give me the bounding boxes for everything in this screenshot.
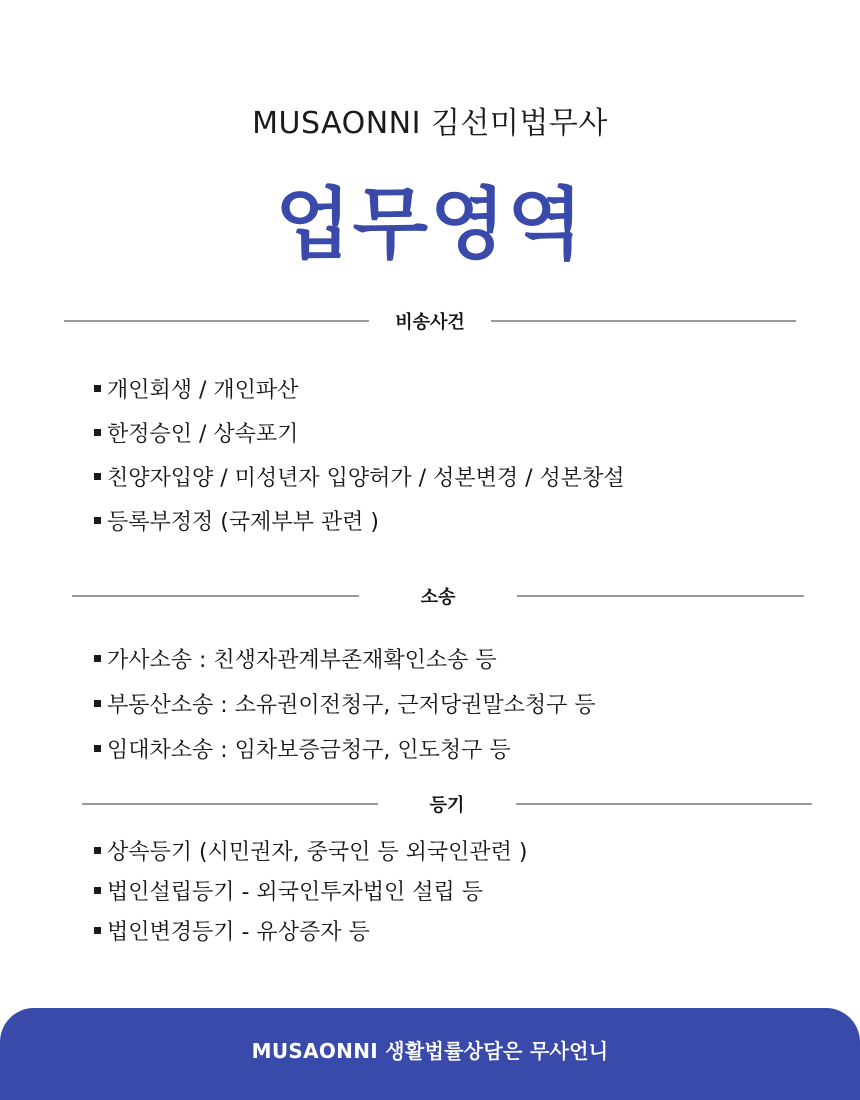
list-item-text: 임대차소송 : 임차보증금청구, 인도청구 등 bbox=[107, 738, 511, 763]
list-item-text: 가사소송 : 친생자관계부존재확인소송 등 bbox=[107, 648, 497, 673]
list-item bbox=[94, 636, 596, 681]
footer-banner bbox=[0, 1008, 860, 1100]
list-item-text: 등록부정정 (국제부부 관련 ) bbox=[107, 509, 379, 535]
divider-right bbox=[517, 595, 804, 597]
list-item bbox=[94, 454, 624, 498]
bullet-icon bbox=[94, 385, 101, 392]
list-item-text: 친양자입양 / 미성년자 입양허가 / 성본변경 / 성본창설 bbox=[107, 465, 625, 491]
bullet-icon bbox=[94, 473, 101, 480]
section-label: 등기 bbox=[429, 795, 465, 816]
list-item bbox=[94, 830, 527, 870]
list-item bbox=[94, 498, 624, 542]
list-item bbox=[94, 366, 624, 410]
section-label: 소송 bbox=[420, 587, 456, 608]
list-item bbox=[94, 410, 624, 454]
list-item bbox=[94, 910, 527, 950]
litigation-list bbox=[94, 636, 596, 771]
bullet-icon bbox=[94, 700, 101, 707]
bullet-icon bbox=[94, 847, 101, 854]
list-item-text: 법인변경등기 - 유상증자 등 bbox=[107, 919, 370, 945]
bullet-icon bbox=[94, 927, 101, 934]
footer-text: MUSAONNI 생활법률상담은 무사언니 bbox=[251, 1038, 609, 1063]
divider-right bbox=[491, 320, 796, 322]
section-heading-registration bbox=[82, 789, 812, 819]
section-label: 비송사건 bbox=[395, 312, 465, 333]
section-heading-non-litigation bbox=[64, 306, 796, 336]
divider-right bbox=[516, 803, 812, 805]
page-title: 업무영역 bbox=[275, 180, 585, 270]
divider-left bbox=[64, 320, 369, 322]
page-subtitle: MUSAONNI 김선미법무사 bbox=[252, 106, 608, 141]
divider-left bbox=[72, 595, 359, 597]
divider-left bbox=[82, 803, 378, 805]
section-heading-litigation bbox=[72, 581, 804, 611]
list-item-text: 개인회생 / 개인파산 bbox=[107, 377, 299, 403]
list-item bbox=[94, 681, 596, 726]
bullet-icon bbox=[94, 517, 101, 524]
list-item-text: 법인설립등기 - 외국인투자법인 설립 등 bbox=[107, 879, 483, 905]
bullet-icon bbox=[94, 745, 101, 752]
bullet-icon bbox=[94, 429, 101, 436]
list-item-text: 상속등기 (시민권자, 중국인 등 외국인관련 ) bbox=[107, 839, 528, 865]
list-item-text: 한정승인 / 상속포기 bbox=[107, 421, 299, 447]
list-item bbox=[94, 726, 596, 771]
registration-list bbox=[94, 830, 527, 950]
bullet-icon bbox=[94, 655, 101, 662]
bullet-icon bbox=[94, 887, 101, 894]
list-item-text: 부동산소송 : 소유권이전청구, 근저당권말소청구 등 bbox=[107, 693, 596, 718]
non-litigation-list bbox=[94, 366, 624, 542]
list-item bbox=[94, 870, 527, 910]
